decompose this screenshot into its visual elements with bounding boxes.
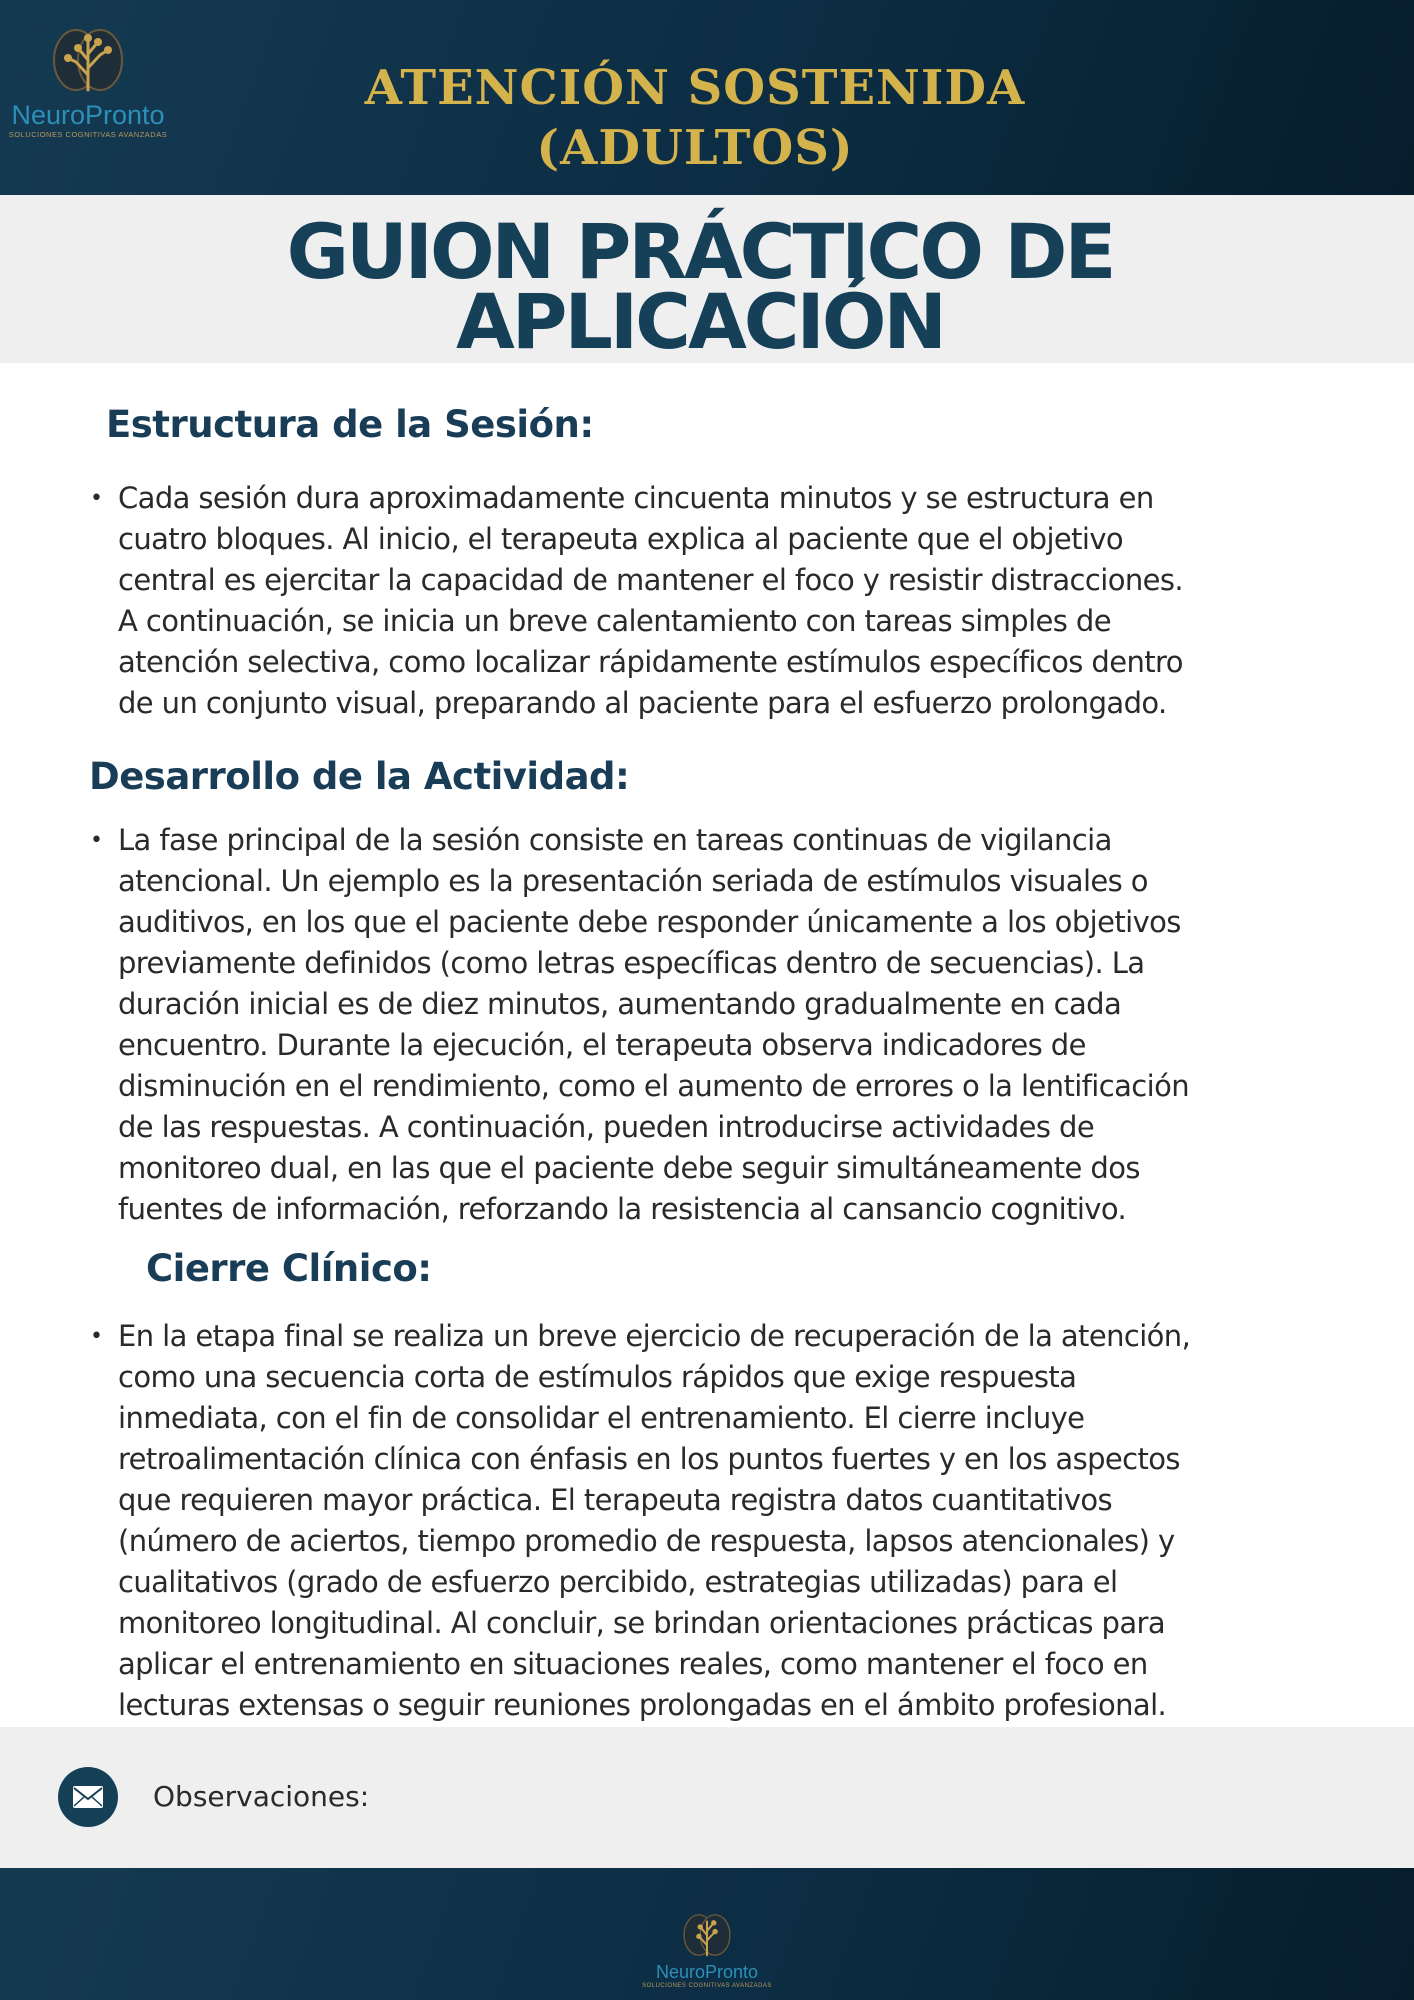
text-line: que requieren mayor práctica. El terapeuta registra datos cuantitativos	[118, 1483, 1113, 1517]
footer-logo	[617, 1908, 797, 1990]
text-line: La fase principal de la sesión consiste en tareas continuas de vigilancia	[118, 823, 1112, 857]
section-text-desarrollo	[118, 820, 1358, 1230]
observations-band	[0, 1727, 1414, 1868]
text-line: previamente definidos (como letras específicas dentro de secuencias). La	[118, 946, 1145, 980]
text-line: monitoreo longitudinal. Al concluir, se brindan orientaciones prácticas para	[118, 1606, 1165, 1640]
page-title	[0, 207, 1400, 366]
text-line: como una secuencia corta de estímulos rápidos que exige respuesta	[118, 1360, 1077, 1394]
brain-tree-icon	[679, 1908, 735, 1962]
text-line: Cada sesión dura aproximadamente cincuenta minutos y se estructura en	[118, 481, 1154, 515]
brand-tagline: SOLUCIONES COGNITIVAS AVANZADAS	[642, 1983, 772, 1989]
title-band	[0, 195, 1414, 366]
text-line: atención selectiva, como localizar rápidamente estímulos específicos dentro	[118, 645, 1183, 679]
text-line: disminución en el rendimiento, como el aumento de errores o la lentificación	[118, 1069, 1189, 1103]
section-heading-desarrollo: Desarrollo de la Actividad:	[89, 755, 630, 798]
header-title: ATENCIÓN SOSTENIDA (ADULTOS)	[364, 60, 1026, 176]
section-text-cierre	[118, 1316, 1358, 1726]
brain-tree-icon	[48, 20, 128, 100]
text-line: monitoreo dual, en las que el paciente debe seguir simultáneamente dos	[118, 1151, 1140, 1185]
text-line: fuentes de información, reforzando la resistencia al cansancio cognitivo.	[118, 1192, 1127, 1226]
section-heading-cierre: Cierre Clínico:	[146, 1247, 432, 1290]
text-line: lecturas extensas o seguir reuniones prolongadas en el ámbito profesional.	[118, 1688, 1167, 1722]
text-line: de un conjunto visual, preparando al paciente para el esfuerzo prolongado.	[118, 686, 1167, 720]
brand-tagline: SOLUCIONES COGNITIVAS AVANZADAS	[8, 130, 168, 139]
text-line: duración inicial es de diez minutos, aumentando gradualmente en cada	[118, 987, 1122, 1021]
bullet: •	[90, 1324, 103, 1349]
text-line: A continuación, se inicia un breve calentamiento con tareas simples de	[118, 604, 1111, 638]
text-line: atencional. Un ejemplo es la presentación seriada de estímulos visuales o	[118, 864, 1148, 898]
brand-name: NeuroPronto	[655, 1962, 759, 1982]
text-line: En la etapa final se realiza un breve ejercicio de recuperación de la atención,	[118, 1319, 1191, 1353]
text-line: central es ejercitar la capacidad de mantener el foco y resistir distracciones.	[118, 563, 1183, 597]
text-line: inmediata, con el fin de consolidar el entrenamiento. El cierre incluye	[118, 1401, 1085, 1435]
bullet: •	[90, 828, 103, 853]
page-title-line-2: APLICACIÓN	[455, 277, 945, 366]
observations-label: Observaciones:	[153, 1780, 370, 1813]
bullet: •	[90, 486, 103, 511]
page-header	[0, 0, 1414, 195]
text-line: encuentro. Durante la ejecución, el terapeuta observa indicadores de	[118, 1028, 1086, 1062]
brand-logo	[8, 20, 168, 140]
page-title-line-1: GUION PRÁCTICO DE	[286, 207, 1114, 296]
section-text-estructura	[118, 478, 1358, 724]
brand-name: NeuroPronto	[11, 100, 165, 130]
text-line: de las respuestas. A continuación, pueden introducirse actividades de	[118, 1110, 1095, 1144]
text-line: retroalimentación clínica con énfasis en los puntos fuertes y en los aspectos	[118, 1442, 1180, 1476]
text-line: aplicar el entrenamiento en situaciones reales, como mantener el foco en	[118, 1647, 1148, 1681]
text-line: cuatro bloques. Al inicio, el terapeuta explica al paciente que el objetivo	[118, 522, 1124, 556]
page-footer	[0, 1868, 1414, 2000]
envelope-icon	[58, 1767, 118, 1827]
section-heading-estructura: Estructura de la Sesión:	[106, 403, 594, 446]
text-line: cualitativos (grado de esfuerzo percibido, estrategias utilizadas) para el	[118, 1565, 1118, 1599]
text-line: auditivos, en los que el paciente debe responder únicamente a los objetivos	[118, 905, 1181, 939]
text-line: (número de aciertos, tiempo promedio de respuesta, lapsos atencionales) y	[118, 1524, 1175, 1558]
